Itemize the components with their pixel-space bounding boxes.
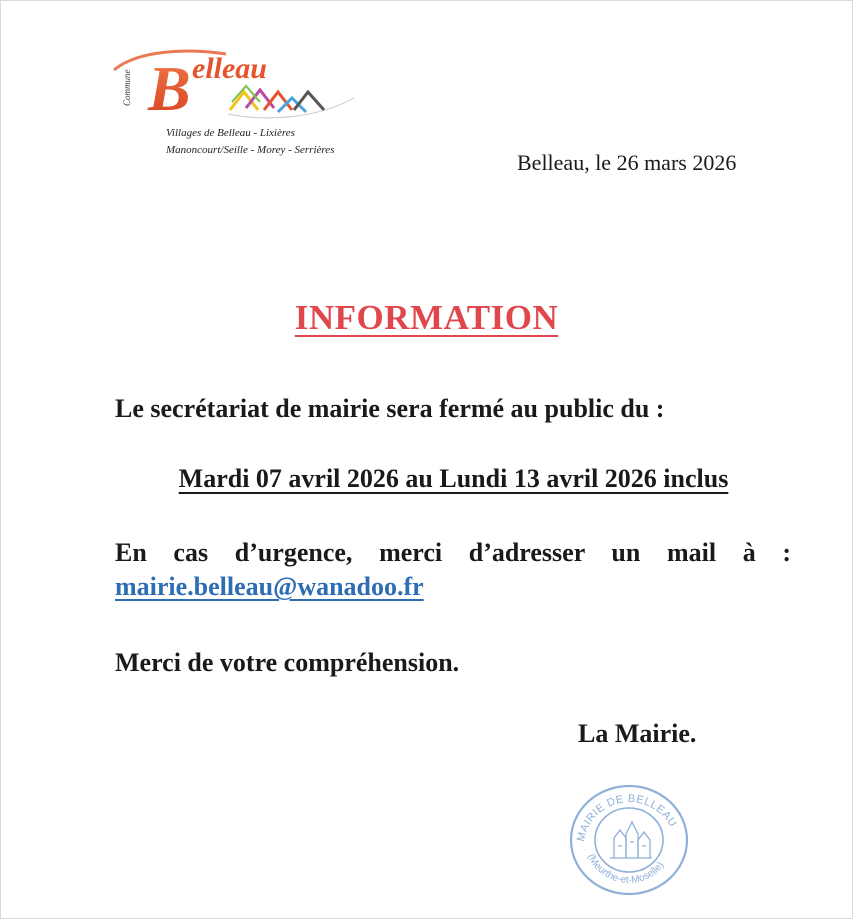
email-link[interactable]: mairie.belleau@wanadoo.fr — [115, 572, 424, 601]
stamp-emblem-icon — [610, 822, 652, 858]
logo-brand-text: elleau — [192, 52, 267, 85]
roof-grey-icon — [294, 92, 324, 110]
stamp-inner-ring — [595, 808, 663, 872]
logo-commune-word: Commune — [122, 69, 132, 106]
stamp-top-text: MAIRIE DE BELLEAU — [574, 792, 679, 843]
heading — [0, 298, 853, 338]
commune-logo — [108, 40, 368, 168]
closure-dates-text: Mardi 07 avril 2026 au Lundi 13 avril 2026 inclus — [178, 464, 729, 493]
stamp-bottom-text: (Meurthe-et-Moselle) — [585, 852, 667, 886]
stamp-graphic — [564, 780, 694, 898]
logo-subtitle-2: Manoncourt/Seille - Morey - Serrières — [166, 144, 335, 156]
logo-graphic — [108, 40, 368, 168]
date-line: Belleau, le 26 mars 2026 — [517, 150, 737, 175]
heading-text: INFORMATION — [294, 298, 559, 337]
logo-letter-b: B — [148, 53, 191, 124]
mairie-stamp — [564, 780, 694, 898]
closure-intro: Le secrétariat de mairie sera fermé au public du : — [115, 394, 665, 423]
emergency-text: En cas d’urgence, merci d’adresser un mail à : — [115, 538, 791, 567]
thanks-text: Merci de votre compréhension. — [115, 648, 460, 677]
closure-dates — [0, 462, 853, 496]
logo-subtitle-1: Villages de Belleau - Lixières — [166, 127, 295, 139]
signature: La Mairie. — [578, 719, 697, 748]
